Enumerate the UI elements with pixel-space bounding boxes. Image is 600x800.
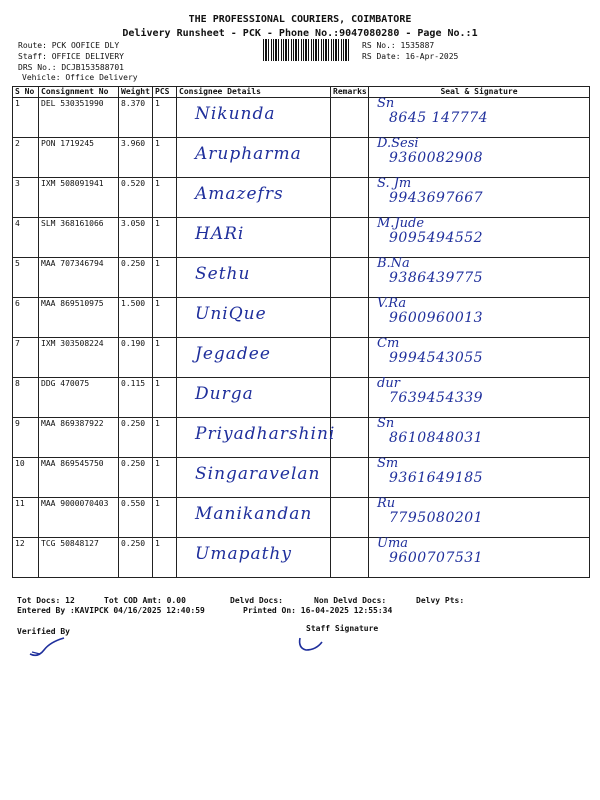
row-seal-signature-cell xyxy=(369,378,590,418)
consignee-handwritten-name: Sethu xyxy=(195,264,251,284)
row-consignment-no: MAA 707346794 xyxy=(39,258,119,298)
row-pcs: 1 xyxy=(153,418,177,458)
row-pcs: 1 xyxy=(153,458,177,498)
total-cod-amount: Tot COD Amt: 0.00 xyxy=(104,596,186,605)
barcode-image xyxy=(263,39,351,61)
non-delivered-docs: Non Delvd Docs: xyxy=(314,596,387,605)
row-consignment-no: TCG 50848127 xyxy=(39,538,119,578)
delivery-points: Delvy Pts: xyxy=(416,596,465,605)
handwritten-phone-number: 9361649185 xyxy=(389,470,484,486)
row-consignment-no: MAA 9000070403 xyxy=(39,498,119,538)
row-weight: 3.050 xyxy=(119,218,153,258)
row-weight: 0.550 xyxy=(119,498,153,538)
row-consignment-no: IXM 508091941 xyxy=(39,178,119,218)
table-row xyxy=(13,418,590,458)
signature-scribble: Ru xyxy=(377,496,396,511)
row-sno: 6 xyxy=(13,298,39,338)
consignee-handwritten-name: Amazefrs xyxy=(195,184,284,204)
row-pcs: 1 xyxy=(153,258,177,298)
row-consignee-cell xyxy=(177,98,331,138)
row-consignee-cell xyxy=(177,138,331,178)
consignee-handwritten-name: HARi xyxy=(195,224,245,244)
row-seal-signature-cell xyxy=(369,138,590,178)
row-consignee-cell xyxy=(177,338,331,378)
col-signature: Seal & Signature xyxy=(369,87,590,98)
row-consignment-no: SLM 368161066 xyxy=(39,218,119,258)
signature-scribble: Sn xyxy=(377,416,395,431)
row-consignee-cell xyxy=(177,218,331,258)
consignee-handwritten-name: Manikandan xyxy=(195,504,313,524)
table-row xyxy=(13,258,590,298)
signature-scribble: D.Sesi xyxy=(377,136,419,151)
row-sno: 3 xyxy=(13,178,39,218)
row-seal-signature-cell xyxy=(369,538,590,578)
row-seal-signature-cell xyxy=(369,458,590,498)
table-row xyxy=(13,498,590,538)
row-consignee-cell xyxy=(177,298,331,338)
handwritten-phone-number: 9600707531 xyxy=(389,550,484,566)
total-docs: Tot Docs: 12 xyxy=(17,596,75,605)
row-remarks xyxy=(331,458,369,498)
rs-number: RS No.: 1535887 xyxy=(362,41,435,50)
row-consignment-no: DEL 530351990 xyxy=(39,98,119,138)
table-row xyxy=(13,98,590,138)
row-consignment-no: IXM 303508224 xyxy=(39,338,119,378)
col-consignment: Consignment No xyxy=(39,87,119,98)
entered-by: Entered By :KAVIPCK 04/16/2025 12:40:59 xyxy=(17,606,205,615)
delivered-docs: Delvd Docs: xyxy=(230,596,283,605)
runsheet-subtitle: Delivery Runsheet - PCK - Phone No.:9047080280 - Page No.:1 xyxy=(122,28,478,39)
row-consignee-cell xyxy=(177,458,331,498)
row-weight: 0.250 xyxy=(119,458,153,498)
row-pcs: 1 xyxy=(153,218,177,258)
consignee-handwritten-name: Priyadharshini xyxy=(195,424,336,444)
col-pcs: PCS xyxy=(153,87,177,98)
drs-number: DRS No.: DCJB153588701 xyxy=(18,63,124,72)
consignee-handwritten-name: Durga xyxy=(195,384,254,404)
row-seal-signature-cell xyxy=(369,218,590,258)
handwritten-phone-number: 8610848031 xyxy=(389,430,484,446)
signature-scribble: Uma xyxy=(377,536,409,551)
table-row xyxy=(13,218,590,258)
row-pcs: 1 xyxy=(153,338,177,378)
handwritten-phone-number: 9386439775 xyxy=(389,270,484,286)
row-consignee-cell xyxy=(177,378,331,418)
row-consignee-cell xyxy=(177,538,331,578)
row-sno: 2 xyxy=(13,138,39,178)
signature-scribble: V.Ra xyxy=(377,296,407,311)
row-consignment-no: DDG 470075 xyxy=(39,378,119,418)
consignee-handwritten-name: UniQue xyxy=(195,304,267,324)
table-row xyxy=(13,538,590,578)
row-remarks xyxy=(331,418,369,458)
row-remarks xyxy=(331,138,369,178)
table-body xyxy=(13,98,590,578)
rs-date: RS Date: 16-Apr-2025 xyxy=(362,52,459,61)
row-seal-signature-cell xyxy=(369,498,590,538)
runsheet-table xyxy=(12,86,590,578)
row-remarks xyxy=(331,498,369,538)
row-seal-signature-cell xyxy=(369,418,590,458)
signature-scribble: Sn xyxy=(377,96,395,111)
signature-scribble: Sm xyxy=(377,456,399,471)
table-row xyxy=(13,338,590,378)
table-row xyxy=(13,458,590,498)
staff-signature-mark xyxy=(296,634,326,654)
row-weight: 0.250 xyxy=(119,538,153,578)
row-sno: 7 xyxy=(13,338,39,378)
row-weight: 3.960 xyxy=(119,138,153,178)
row-sno: 11 xyxy=(13,498,39,538)
table-row xyxy=(13,178,590,218)
row-pcs: 1 xyxy=(153,498,177,538)
handwritten-phone-number: 9600960013 xyxy=(389,310,484,326)
consignee-handwritten-name: Umapathy xyxy=(195,544,292,564)
row-consignee-cell xyxy=(177,498,331,538)
row-weight: 0.520 xyxy=(119,178,153,218)
vehicle-label: Vehicle: Office Delivery xyxy=(22,73,138,82)
row-pcs: 1 xyxy=(153,298,177,338)
row-seal-signature-cell xyxy=(369,258,590,298)
row-sno: 8 xyxy=(13,378,39,418)
row-remarks xyxy=(331,98,369,138)
row-seal-signature-cell xyxy=(369,298,590,338)
row-seal-signature-cell xyxy=(369,98,590,138)
col-consignee: Consignee Details xyxy=(177,87,331,98)
row-weight: 0.190 xyxy=(119,338,153,378)
row-remarks xyxy=(331,218,369,258)
table-header-row xyxy=(13,87,590,98)
row-remarks xyxy=(331,178,369,218)
handwritten-phone-number: 9994543055 xyxy=(389,350,484,366)
row-weight: 0.115 xyxy=(119,378,153,418)
row-sno: 4 xyxy=(13,218,39,258)
col-weight: Weight xyxy=(119,87,153,98)
row-pcs: 1 xyxy=(153,378,177,418)
row-remarks xyxy=(331,258,369,298)
row-consignment-no: MAA 869510975 xyxy=(39,298,119,338)
company-title: THE PROFESSIONAL COURIERS, COIMBATORE xyxy=(188,14,412,25)
table-row xyxy=(13,378,590,418)
handwritten-phone-number: 9360082908 xyxy=(389,150,484,166)
col-sno: S No xyxy=(13,87,39,98)
signature-scribble: B.Na xyxy=(377,256,410,271)
staff-signature-label: Staff Signature xyxy=(306,624,379,633)
row-sno: 12 xyxy=(13,538,39,578)
printed-on: Printed On: 16-04-2025 12:55:34 xyxy=(243,606,393,615)
handwritten-phone-number: 7639454339 xyxy=(389,390,484,406)
handwritten-phone-number: 7795080201 xyxy=(389,510,484,526)
consignee-handwritten-name: Singaravelan xyxy=(195,464,321,484)
row-seal-signature-cell xyxy=(369,338,590,378)
verified-signature-mark xyxy=(28,636,68,658)
table-row xyxy=(13,138,590,178)
row-sno: 10 xyxy=(13,458,39,498)
route-label: Route: PCK OOFICE DLY xyxy=(18,41,120,50)
signature-scribble: S. Jm xyxy=(377,176,412,191)
signature-scribble: Cm xyxy=(377,336,400,351)
row-pcs: 1 xyxy=(153,538,177,578)
row-consignment-no: PON 1719245 xyxy=(39,138,119,178)
row-weight: 0.250 xyxy=(119,418,153,458)
handwritten-phone-number: 9943697667 xyxy=(389,190,484,206)
consignee-handwritten-name: Arupharma xyxy=(195,144,302,164)
consignee-handwritten-name: Nikunda xyxy=(195,104,276,124)
table-row xyxy=(13,298,590,338)
row-remarks xyxy=(331,378,369,418)
signature-scribble: M.Jude xyxy=(377,216,425,231)
row-remarks xyxy=(331,298,369,338)
handwritten-phone-number: 8645 147774 xyxy=(389,110,489,126)
row-consignee-cell xyxy=(177,178,331,218)
row-consignee-cell xyxy=(177,418,336,458)
row-seal-signature-cell xyxy=(369,178,590,218)
row-consignment-no: MAA 869545750 xyxy=(39,458,119,498)
row-consignment-no: MAA 869387922 xyxy=(39,418,119,458)
row-sno: 5 xyxy=(13,258,39,298)
staff-label: Staff: OFFICE DELIVERY xyxy=(18,52,124,61)
col-remarks: Remarks xyxy=(331,87,369,98)
row-weight: 8.370 xyxy=(119,98,153,138)
row-consignee-cell xyxy=(177,258,331,298)
row-pcs: 1 xyxy=(153,178,177,218)
signature-scribble: dur xyxy=(377,376,400,391)
row-weight: 1.500 xyxy=(119,298,153,338)
row-remarks xyxy=(331,338,369,378)
row-remarks xyxy=(331,538,369,578)
row-sno: 9 xyxy=(13,418,39,458)
row-pcs: 1 xyxy=(153,98,177,138)
row-weight: 0.250 xyxy=(119,258,153,298)
verified-by-label: Verified By xyxy=(17,627,70,636)
row-sno: 1 xyxy=(13,98,39,138)
consignee-handwritten-name: Jegadee xyxy=(195,344,271,364)
row-pcs: 1 xyxy=(153,138,177,178)
handwritten-phone-number: 9095494552 xyxy=(389,230,484,246)
